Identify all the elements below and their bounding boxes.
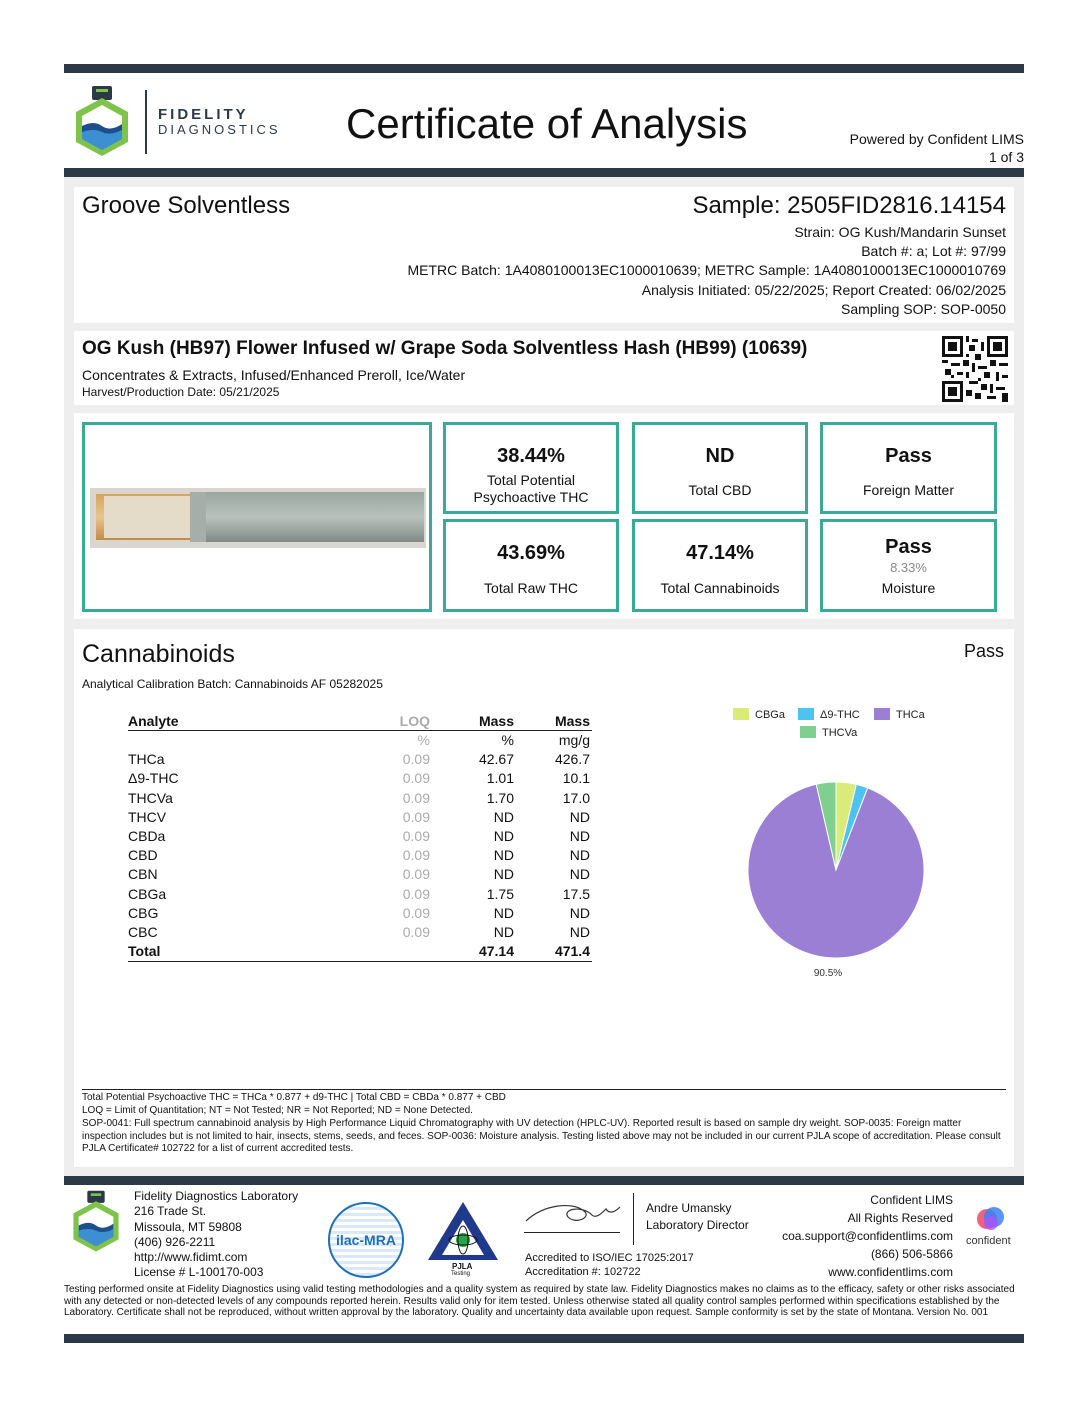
- total-cbd-tile: [632, 422, 808, 514]
- header-mass-mg: Mass: [516, 713, 592, 731]
- unit-mass-percent: %: [501, 732, 514, 749]
- total-thc-label-line1: Total Potential: [487, 472, 575, 488]
- total-raw-thc-value: 43.69%: [497, 542, 565, 564]
- loq-cell: 0.09: [402, 904, 430, 921]
- loq-cell: 0.09: [402, 808, 430, 825]
- moisture-percent: 8.33%: [890, 560, 927, 575]
- page-title: Certificate of Analysis: [346, 100, 748, 147]
- analyte-cell: CBG: [128, 904, 159, 921]
- lims-email[interactable]: coa.support@confidentlims.com: [782, 1229, 953, 1243]
- total-cannabinoids-value: 47.14%: [686, 542, 754, 564]
- cannabinoids-table: [128, 713, 592, 962]
- lims-phone: (866) 506-5866: [870, 1247, 953, 1261]
- moisture-value: Pass: [885, 536, 932, 558]
- note-methods: SOP-0041: Full spectrum cannabinoid analysis by High Performance Liquid Chromatography with UV detection (HPLC-UV). Reported result is based on sample dry weight. SOP-0035: Foreign matter inspection includes but is not limited to hair, insects, stems, seeds, and feces. SOP-0036: Moisture analysis. Testing listed above may not be included in our current PJLA scope of accreditation. Please consult PJLA Certificate# 102722 for a list of current accredited tests.: [82, 1118, 1001, 1154]
- total-cbd-label: Total CBD: [688, 482, 752, 498]
- mass-mg-cell: ND: [569, 923, 590, 940]
- mass-percent-cell: 1.75: [486, 885, 514, 902]
- note-formula: Total Potential Psychoactive THC = THCa * 0.877 + d9-THC | Total CBD = CBDa * 0.877 + CBD: [82, 1092, 506, 1103]
- header-mass-percent: Mass: [432, 713, 516, 731]
- lims-block: [782, 1191, 953, 1281]
- legend-item-3: [800, 726, 858, 739]
- analyte-cell: Δ9-THC: [128, 770, 179, 787]
- total-mass-percent: 47.14: [432, 942, 516, 962]
- lab-license: License # L-100170-003: [134, 1265, 264, 1280]
- analyte-cell: CBGa: [128, 885, 167, 902]
- table-row: [128, 923, 592, 942]
- header-bottom-bar: [64, 168, 1024, 177]
- disclaimer: Testing performed onsite at Fidelity Diagnostics using valid testing methodologies and a quality system as required by state law. Fidelity Diagnostics makes no claims as to the efficacy, safety or other risks associated with any detected or non-detected levels of any compounds reported herein. Results valid only for item tested. Unless otherwise stated all quality control samples performed within specifications established by the Laboratory. Certificate shall not be reproduced, without written approval by the laboratory. Quality and uncertainty data available upon request. Sample conformity is set by the state of Montana. Version No. 001: [64, 1284, 1015, 1318]
- mass-percent-cell: ND: [493, 828, 514, 845]
- cannabinoids-status: Pass: [963, 641, 1004, 661]
- total-cannabinoids-label: Total Cannabinoids: [660, 580, 780, 596]
- loq-cell: 0.09: [402, 789, 430, 806]
- total-loq: [290, 942, 432, 962]
- table-row: [128, 846, 592, 865]
- mass-mg-cell: ND: [569, 847, 590, 864]
- analyte-cell: CBN: [128, 866, 158, 883]
- product-category: Concentrates & Extracts, Infused/Enhanced Preroll, Ice/Water: [82, 367, 466, 383]
- loq-cell: 0.09: [402, 751, 430, 768]
- lab-website[interactable]: http://www.fidimt.com: [134, 1250, 248, 1265]
- mass-percent-cell: ND: [493, 808, 514, 825]
- iso-accreditation: Accredited to ISO/IEC 17025:2017: [525, 1252, 694, 1264]
- logo-divider: [145, 90, 147, 154]
- table-row: [128, 789, 592, 808]
- total-cannabinoids-tile: [632, 519, 808, 612]
- total-thc-value: 38.44%: [497, 445, 565, 467]
- director-signature: [522, 1197, 624, 1229]
- director-name: Andre Umansky: [646, 1201, 732, 1215]
- moisture-label: Moisture: [881, 580, 936, 596]
- mass-percent-cell: 42.67: [478, 751, 514, 768]
- mass-mg-cell: ND: [569, 866, 590, 883]
- metrc-info: METRC Batch: 1A4080100013EC1000010639; METRC Sample: 1A4080100013EC1000010769: [407, 262, 1006, 278]
- total-cbd-value: ND: [705, 445, 735, 467]
- pjla-text: PJLA: [452, 1262, 473, 1271]
- strain: Strain: OG Kush/Mandarin Sunset: [794, 224, 1006, 240]
- mass-mg-cell: ND: [569, 828, 590, 845]
- table-row: [128, 827, 592, 846]
- total-row: [128, 942, 592, 962]
- lims-rights: All Rights Reserved: [847, 1211, 953, 1225]
- lab-phone: (406) 926-2211: [134, 1234, 216, 1249]
- legend-swatch: [798, 708, 814, 720]
- foreign-matter-tile: [820, 422, 997, 514]
- lab-street: 216 Trade St.: [134, 1204, 207, 1219]
- logo-text-fidelity: FIDELITY: [158, 106, 249, 123]
- analyte-cell: CBDa: [128, 828, 166, 845]
- legend-item-2: [874, 708, 926, 721]
- mass-percent-cell: ND: [493, 847, 514, 864]
- ilac-mra-text: ilac-MRA: [336, 1232, 396, 1248]
- table-row: [128, 769, 592, 788]
- table-row: [128, 904, 592, 923]
- accreditation-number: Accreditation #: 102722: [525, 1266, 641, 1278]
- legend-swatch: [733, 708, 749, 720]
- mass-mg-cell: ND: [569, 808, 590, 825]
- qr-code[interactable]: [942, 336, 1008, 402]
- unit-analyte: [128, 731, 290, 751]
- confident-logo-icon: [974, 1203, 1008, 1233]
- header-loq: LOQ: [290, 713, 432, 731]
- bottom-bar: [64, 1334, 1024, 1343]
- total-label: Total: [128, 942, 290, 962]
- legend-label: CBGa: [755, 709, 785, 721]
- loq-cell: 0.09: [402, 847, 430, 864]
- mass-percent-cell: 1.01: [486, 770, 514, 787]
- loq-cell: 0.09: [402, 923, 430, 940]
- mass-percent-cell: ND: [493, 866, 514, 883]
- unit-mass-mg: mg/g: [558, 732, 590, 749]
- lab-name: Fidelity Diagnostics Laboratory: [134, 1189, 299, 1203]
- mass-mg-cell: 17.0: [562, 789, 590, 806]
- total-thc-tile: [443, 422, 619, 514]
- cannabinoids-title: Cannabinoids: [82, 640, 235, 668]
- logo-text-diagnostics: DIAGNOSTICS: [158, 122, 281, 137]
- mass-percent-cell: 1.70: [486, 789, 514, 806]
- lims-website[interactable]: www.confidentlims.com: [828, 1265, 953, 1279]
- legend-item-0: [733, 708, 786, 721]
- calibration-batch: Analytical Calibration Batch: Cannabinoids AF 05282025: [82, 677, 383, 691]
- director-title: Laboratory Director: [646, 1218, 749, 1232]
- total-raw-thc-label: Total Raw THC: [484, 580, 578, 596]
- notes-divider: [82, 1089, 1006, 1090]
- units-row: [128, 731, 592, 751]
- page-number: 1 of 3: [988, 149, 1024, 165]
- mass-mg-cell: 10.1: [562, 770, 590, 787]
- unit-loq: %: [417, 732, 430, 749]
- client-name: Groove Solventless: [82, 192, 291, 219]
- sampling-sop: Sampling SOP: SOP-0050: [841, 301, 1006, 317]
- confident-logo-text: confident: [966, 1235, 1011, 1247]
- legend-swatch: [800, 726, 816, 738]
- table-row: [128, 750, 592, 769]
- fidelity-flask-logo: [70, 84, 134, 160]
- mass-mg-cell: 17.5: [562, 885, 590, 902]
- lab-city: Missoula, MT 59808: [134, 1219, 242, 1234]
- header-analyte: Analyte: [128, 713, 290, 731]
- cannabinoids-pie-chart: [720, 700, 960, 990]
- lims-name: Confident LIMS: [870, 1193, 953, 1207]
- top-bar: [64, 64, 1024, 73]
- footer-top-bar: [64, 1176, 1024, 1185]
- sample-id: Sample: 2505FID2816.14154: [692, 192, 1006, 219]
- ilac-mra-logo: [328, 1202, 404, 1278]
- analyte-cell: THCV: [128, 808, 167, 825]
- fidelity-footer-logo: [68, 1189, 124, 1255]
- legend-item-1: [798, 708, 860, 721]
- pjla-testing-text: Testing: [451, 1271, 471, 1277]
- total-thc-label-line2: Psychoactive THC: [473, 489, 589, 505]
- mass-mg-cell: 426.7: [554, 751, 590, 768]
- note-definitions: LOQ = Limit of Quantitation; NT = Not Tested; NR = Not Reported; ND = None Detected.: [82, 1105, 473, 1116]
- loq-cell: 0.09: [402, 828, 430, 845]
- table-row: [128, 808, 592, 827]
- legend-label: Δ9-THC: [820, 709, 860, 721]
- batch-lot: Batch #: a; Lot #: 97/99: [861, 243, 1006, 259]
- legend-swatch: [874, 708, 890, 720]
- analyte-cell: CBC: [128, 923, 158, 940]
- total-thc-label: [446, 472, 616, 506]
- table-header-row: [128, 713, 592, 731]
- foreign-matter-label: Foreign Matter: [862, 482, 955, 498]
- analyte-cell: THCVa: [128, 789, 173, 806]
- total-raw-thc-tile: [443, 519, 619, 612]
- legend-label: THCVa: [822, 727, 858, 739]
- pie-slice-label: 90.5%: [813, 968, 843, 979]
- foreign-matter-value: Pass: [885, 445, 932, 467]
- signature-line: [524, 1232, 620, 1233]
- product-name: OG Kush (HB97) Flower Infused w/ Grape Soda Solventless Hash (HB99) (10639): [82, 338, 808, 359]
- analyte-cell: THCa: [128, 751, 165, 768]
- table-row: [128, 885, 592, 904]
- loq-cell: 0.09: [402, 770, 430, 787]
- harvest-date: Harvest/Production Date: 05/21/2025: [82, 385, 280, 399]
- lab-address-block: [134, 1189, 298, 1281]
- signature-divider: [633, 1193, 634, 1245]
- pjla-logo: [426, 1200, 500, 1262]
- analyte-cell: CBD: [128, 847, 158, 864]
- powered-by: Powered by Confident LIMS: [849, 131, 1024, 147]
- preroll-image: [90, 488, 426, 548]
- legend-label: THCa: [896, 709, 925, 721]
- mass-percent-cell: ND: [493, 923, 514, 940]
- loq-cell: 0.09: [402, 866, 430, 883]
- mass-percent-cell: ND: [493, 904, 514, 921]
- analysis-dates: Analysis Initiated: 05/22/2025; Report Created: 06/02/2025: [641, 282, 1006, 298]
- table-row: [128, 865, 592, 884]
- loq-cell: 0.09: [402, 885, 430, 902]
- total-mass-mg: 471.4: [516, 942, 592, 962]
- mass-mg-cell: ND: [569, 904, 590, 921]
- moisture-tile: [820, 519, 997, 612]
- product-image-frame: [82, 422, 432, 612]
